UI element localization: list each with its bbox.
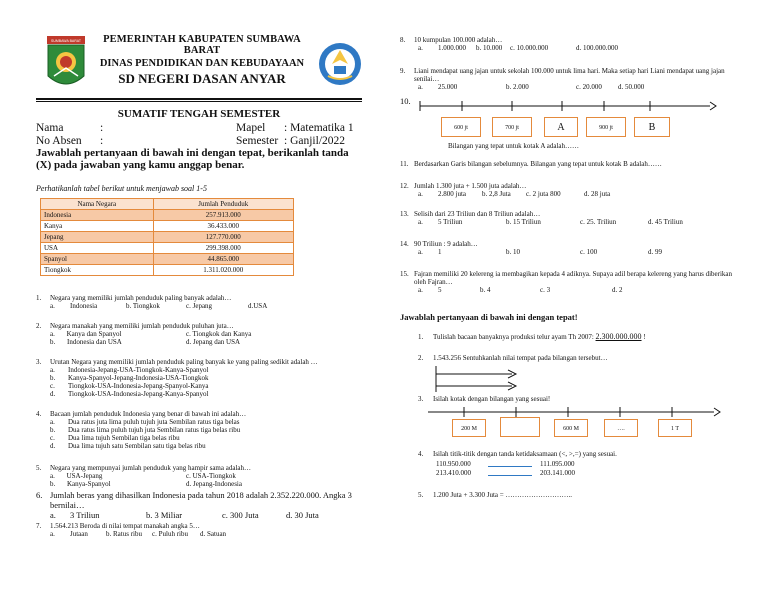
question-stem: Jumlah 1.300 juta + 1.500 juta adalah… bbox=[414, 182, 527, 190]
question-stem: 10 kumpulan 100.000 adalah… bbox=[414, 36, 503, 44]
numline-box: 700 jt bbox=[492, 117, 532, 137]
table-row bbox=[41, 265, 294, 276]
option-letter: a. bbox=[50, 302, 55, 310]
exam-title: SUMATIF TENGAH SEMESTER bbox=[117, 108, 281, 120]
instruction: Jawablah pertanyaan di bawah ini dengan tepat, berikanlah tanda (X) pada jawaban yang kamu anggap benar. bbox=[36, 147, 349, 171]
nama-label: Nama bbox=[36, 122, 64, 134]
option-d[interactable]: Dua lima tujuh satu Sembilan satu tiga belas ribu bbox=[68, 442, 206, 450]
question-stem: Bacaan jumlah penduduk Indonesia yang benar di bawah ini adalah… bbox=[50, 410, 247, 418]
table-cell: 44.865.000 bbox=[153, 254, 293, 265]
option-d[interactable]: d. 99 bbox=[648, 248, 662, 256]
comparison-table bbox=[436, 460, 636, 478]
option-letter: d. bbox=[50, 442, 56, 450]
question-number: 10. bbox=[400, 96, 411, 106]
option-a[interactable]: 25.000 bbox=[438, 83, 458, 91]
question-7 bbox=[36, 522, 366, 538]
compare-right: 203.141.000 bbox=[540, 469, 575, 477]
essay-1 bbox=[418, 333, 748, 341]
logo-caption: SUMBAWA BARAT bbox=[50, 39, 82, 43]
option-a[interactable]: 5 Triliun bbox=[438, 218, 463, 226]
option-d[interactable]: d.USA bbox=[248, 302, 268, 310]
question-13 bbox=[400, 210, 740, 226]
option-d[interactable]: Tiongkok-USA-Indonesia-Jepang-Kanya-Spanyol bbox=[68, 390, 209, 398]
table-row bbox=[41, 221, 294, 232]
table-row bbox=[41, 243, 294, 254]
table-cell: Spanyol bbox=[41, 254, 154, 265]
option-c[interactable]: c. 25. Triliun bbox=[580, 218, 617, 226]
option-letter: c. bbox=[50, 382, 55, 390]
essay-4 bbox=[418, 450, 748, 458]
numline2-box: 200 M bbox=[452, 419, 486, 437]
option-b[interactable]: b. 2.000 bbox=[506, 83, 529, 91]
question-number: 2. bbox=[418, 354, 424, 362]
question-end: ! bbox=[641, 333, 646, 341]
numline-box-b[interactable]: B bbox=[634, 117, 670, 137]
option-b[interactable]: b. 2,8 Juta bbox=[482, 190, 511, 198]
question-15 bbox=[400, 270, 740, 294]
table-cell: 127.770.000 bbox=[153, 232, 293, 243]
question-number: 3. bbox=[36, 358, 42, 366]
question-number: 1. bbox=[418, 333, 424, 341]
question-number: 14. bbox=[400, 240, 409, 248]
option-letter: a. bbox=[50, 366, 55, 374]
question-12 bbox=[400, 182, 740, 198]
student-info bbox=[36, 122, 362, 148]
essay-3 bbox=[418, 395, 748, 403]
school-header bbox=[46, 32, 362, 98]
compare-left: 110.950.000 bbox=[436, 460, 471, 468]
option-letter: a. bbox=[418, 286, 423, 294]
question-14 bbox=[400, 240, 740, 256]
question-stem: Isilah titik-titik dengan tanda ketidaksamaan (<, >,=) yang sesuai. bbox=[433, 450, 617, 458]
question-stem: 1.564.213 Beroda di nilai tempat manakah angka 5… bbox=[50, 522, 200, 530]
option-a[interactable]: Indonesia bbox=[70, 302, 98, 310]
semester-value: : Ganjil/2022 bbox=[284, 135, 346, 147]
question-stem: Jumlah beras yang dihasilkan Indonesia pada tahun 2018 adalah 2.352.220.000. Angka 3 bernilai… bbox=[50, 490, 352, 510]
option-letter: c. bbox=[186, 330, 191, 338]
table-note: Perhatikanlah tabel berikut untuk menjawab soal 1-5 bbox=[36, 184, 207, 193]
question-stem: 1.543.256 Sentuhkanlah nilai tempat pada bilangan tersebut… bbox=[433, 354, 608, 362]
question-stem: Liani mendapat uang jajan untuk sekolah 100.000 untuk lima hari. Maka setiap hari Liani mendapat uang jajan senilai… bbox=[414, 67, 725, 83]
question-number: 6. bbox=[36, 490, 43, 500]
table-cell: Jepang bbox=[41, 232, 154, 243]
option-letter: d. bbox=[50, 390, 56, 398]
option-d[interactable]: d. 28 juta bbox=[584, 190, 611, 198]
option-d[interactable]: d. Satuan bbox=[200, 530, 227, 538]
numline2-box: 1 T bbox=[658, 419, 692, 437]
place-value-arrows bbox=[432, 364, 522, 394]
option-letter: c. bbox=[186, 472, 191, 480]
option-c[interactable]: Tiongkok-USA-Indonesia-Jepang-Spanyol-Kanya bbox=[68, 382, 209, 390]
option-a[interactable]: Jutaan bbox=[70, 530, 88, 538]
header-divider-thin bbox=[36, 101, 362, 102]
numline2-box: 600 M bbox=[554, 419, 588, 437]
question-stem: 1.200 Juta + 3.300 Juta = ……………………….. bbox=[433, 491, 572, 499]
question-stem: Isilah kotak dengan bilangan yang sesuai! bbox=[433, 395, 551, 403]
table-header: Nama Negara bbox=[41, 199, 154, 210]
option-b[interactable]: b. 15 Triliun bbox=[506, 218, 541, 226]
question-number: 2. bbox=[36, 322, 42, 330]
essay-5 bbox=[418, 491, 748, 499]
option-letter: a. bbox=[50, 472, 55, 480]
number-line-2 bbox=[426, 405, 722, 419]
question-number: 5. bbox=[418, 491, 424, 499]
mapel-label: Mapel bbox=[236, 122, 266, 134]
header-line2: DINAS PENDIDIKAN DAN KEBUDAYAAN bbox=[99, 58, 305, 69]
answer-blank[interactable] bbox=[488, 475, 532, 476]
option-d[interactable]: d. 30 Juta bbox=[286, 510, 319, 520]
option-b[interactable]: b. 4 bbox=[480, 286, 491, 294]
numline-box: 900 jt bbox=[586, 117, 626, 137]
question-11 bbox=[400, 160, 740, 168]
question-stem: Negara manakah yang memiliki jumlah penduduk puluhan juta… bbox=[50, 322, 234, 330]
question-number: 4. bbox=[418, 450, 424, 458]
question-stem: Negara yang memiliki jumlah penduduk paling banyak adalah… bbox=[50, 294, 232, 302]
numline-caption: Bilangan yang tepat untuk kotak A adalah…… bbox=[448, 142, 580, 150]
table-header: Jumlah Penduduk bbox=[153, 199, 293, 210]
table-row bbox=[41, 232, 294, 243]
option-b[interactable]: b. Ratus ribu bbox=[106, 530, 142, 538]
table-cell: 299.398.000 bbox=[153, 243, 293, 254]
option-b[interactable]: b. Tiongkok bbox=[126, 302, 160, 310]
table-cell: USA bbox=[41, 243, 154, 254]
regency-logo-icon bbox=[46, 36, 86, 92]
table-cell: 257.913.000 bbox=[153, 210, 293, 221]
option-b[interactable]: b. 3 Miliar bbox=[146, 510, 183, 520]
question-number: 4. bbox=[36, 410, 42, 418]
option-letter: a. bbox=[50, 418, 55, 426]
option-b[interactable]: b. 10 bbox=[506, 248, 520, 256]
question-3 bbox=[36, 358, 366, 398]
option-letter: b. bbox=[50, 426, 56, 434]
answer-blank[interactable] bbox=[488, 466, 532, 467]
option-letter: b. bbox=[50, 338, 56, 346]
option-a[interactable]: 5 bbox=[438, 286, 442, 294]
question-6 bbox=[36, 490, 366, 520]
question-number: 8. bbox=[400, 36, 406, 44]
question-number: 7. bbox=[36, 522, 42, 530]
section-2-title: Jawablah pertanyaan di bawah ini dengan tepat! bbox=[400, 312, 578, 322]
question-stem: Urutan Negara yang memiliki jumlah penduduk paling banyak ke yang paling sedikit adalah … bbox=[50, 358, 318, 366]
tut-wuri-logo-icon bbox=[318, 38, 362, 90]
option-c[interactable]: c. 100 bbox=[580, 248, 598, 256]
option-a[interactable]: Indonesia-Jepang-USA-Tiongkok-Kanya-Spanyol bbox=[68, 366, 209, 374]
option-c[interactable]: Tiongkok dan Kanya bbox=[192, 330, 252, 338]
option-d[interactable]: Jepang-Indonesia bbox=[193, 480, 242, 488]
question-number: 3. bbox=[418, 395, 424, 403]
table-cell: Indonesia bbox=[41, 210, 154, 221]
option-c[interactable]: c. 2 juta 800 bbox=[526, 190, 561, 198]
compare-right: 111.095.000 bbox=[540, 460, 575, 468]
question-4 bbox=[36, 410, 366, 450]
option-b[interactable]: Kanya-Spanyol bbox=[67, 480, 111, 488]
option-c[interactable]: c. 300 Juta bbox=[222, 510, 259, 520]
option-letter: b. bbox=[50, 480, 56, 488]
option-a[interactable]: 1.000.000 bbox=[438, 44, 466, 52]
question-stem: Berdasarkan Garis bilangan sebelumnya. Bilangan yang tepat untuk kotak B adalah…… bbox=[414, 160, 662, 168]
compare-left: 213.410.000 bbox=[436, 469, 471, 477]
option-d[interactable]: d. 45 Triliun bbox=[648, 218, 683, 226]
question-stem: Fajran memiliki 20 kelereng ia membagikan kepada 4 adiknya. Supaya adil berapa kelereng yang harus diberikan oleh Fajran… bbox=[414, 270, 732, 286]
option-a[interactable]: Kanya dan Spanyol bbox=[66, 330, 122, 338]
header-line1: PEMERINTAH KABUPATEN SUMBAWA BARAT bbox=[103, 34, 301, 56]
numline-box-a[interactable]: A bbox=[544, 117, 578, 137]
number-line-1 bbox=[418, 98, 718, 114]
question-number: 12. bbox=[400, 182, 409, 190]
option-letter: a. bbox=[418, 44, 423, 52]
question-8 bbox=[400, 36, 740, 52]
question-10 bbox=[400, 96, 411, 106]
option-a[interactable]: USA-Jepang bbox=[66, 472, 103, 480]
question-9 bbox=[400, 67, 740, 91]
question-stem: Tulislah bacaan banyaknya produksi telur ayam Th 2007: bbox=[433, 333, 596, 341]
table-row bbox=[41, 210, 294, 221]
option-letter: d. bbox=[186, 338, 192, 346]
option-b[interactable]: b. 10.000 bbox=[476, 44, 503, 52]
option-c[interactable]: c. 3 bbox=[540, 286, 551, 294]
option-a[interactable]: 3 Triliun bbox=[70, 510, 100, 520]
table-cell: 1.311.020.000 bbox=[153, 265, 293, 276]
table-row bbox=[41, 254, 294, 265]
option-a[interactable]: 2.800 juta bbox=[438, 190, 466, 198]
option-letter: a. bbox=[418, 248, 423, 256]
option-letter: a. bbox=[418, 83, 423, 91]
header-text bbox=[88, 34, 316, 87]
question-number: 11. bbox=[400, 160, 409, 168]
option-b[interactable]: Dua ratus lima puluh tujuh juta Sembilan ratus tiga belas ribu bbox=[68, 426, 241, 434]
header-divider bbox=[36, 98, 362, 100]
option-letter: b. bbox=[50, 374, 56, 382]
option-letter: a. bbox=[50, 530, 55, 538]
nama-field[interactable]: : bbox=[100, 122, 104, 134]
numline2-box-blank[interactable]: …. bbox=[604, 419, 638, 437]
option-c[interactable]: c. 10.000.000 bbox=[510, 44, 549, 52]
option-letter: d. bbox=[186, 480, 192, 488]
option-c[interactable]: Dua lima tujuh Sembilan tiga belas ribu bbox=[68, 434, 180, 442]
table-cell: 36.433.000 bbox=[153, 221, 293, 232]
option-letter: a. bbox=[418, 218, 423, 226]
option-c[interactable]: USA-Tiongkok bbox=[192, 472, 236, 480]
option-a[interactable]: Dua ratus juta lima puluh tujuh juta Sembilan ratus tiga belas bbox=[68, 418, 240, 426]
mapel-value: : Matematika 1 bbox=[284, 122, 354, 134]
absen-label: No Absen bbox=[36, 135, 82, 147]
semester-label: Semester bbox=[236, 135, 279, 147]
numline-box: 600 jt bbox=[441, 117, 481, 137]
question-stem: Negara yang mempunyai jumlah penduduk yang hampir sama adalah… bbox=[50, 464, 251, 472]
question-number: 9. bbox=[400, 67, 406, 75]
question-number: 15. bbox=[400, 270, 409, 278]
option-letter: a. bbox=[418, 190, 423, 198]
option-c[interactable]: c. Jepang bbox=[186, 302, 213, 310]
egg-production-value: 2.300.000.000 bbox=[595, 332, 642, 341]
question-number: 5. bbox=[36, 464, 42, 472]
question-1 bbox=[36, 294, 366, 310]
question-stem: 90 Triliun : 9 adalah… bbox=[414, 240, 478, 248]
option-letter: a. bbox=[50, 510, 56, 520]
essay-2 bbox=[418, 354, 748, 362]
option-letter: c. bbox=[50, 434, 55, 442]
option-c[interactable]: c. Puluh ribu bbox=[152, 530, 188, 538]
question-stem: Selisih dari 23 Triliun dan 8 Triliun adalah… bbox=[414, 210, 541, 218]
option-d[interactable]: d. 2 bbox=[612, 286, 623, 294]
option-letter: a. bbox=[50, 330, 55, 338]
population-table bbox=[40, 198, 294, 276]
question-number: 13. bbox=[400, 210, 409, 218]
question-number: 1. bbox=[36, 294, 42, 302]
option-b[interactable]: Kanya-Spanyol-Jepang-Indonesia-USA-Tiongkok bbox=[68, 374, 209, 382]
table-cell: Tiongkok bbox=[41, 265, 154, 276]
option-a[interactable]: 1 bbox=[438, 248, 442, 256]
numline2-box-blank[interactable] bbox=[500, 417, 540, 437]
question-5 bbox=[36, 464, 366, 488]
option-c[interactable]: c. 20.000 bbox=[576, 83, 602, 91]
header-line3: SD NEGERI DASAN ANYAR bbox=[118, 71, 286, 86]
option-d[interactable]: Jepang dan USA bbox=[193, 338, 241, 346]
question-2 bbox=[36, 322, 366, 346]
table-cell: Kanya bbox=[41, 221, 154, 232]
option-b[interactable]: Indonesia dan USA bbox=[67, 338, 122, 346]
absen-field[interactable]: : bbox=[100, 135, 104, 147]
option-d[interactable]: d. 100.000.000 bbox=[576, 44, 618, 52]
option-d[interactable]: d. 50.000 bbox=[618, 83, 645, 91]
